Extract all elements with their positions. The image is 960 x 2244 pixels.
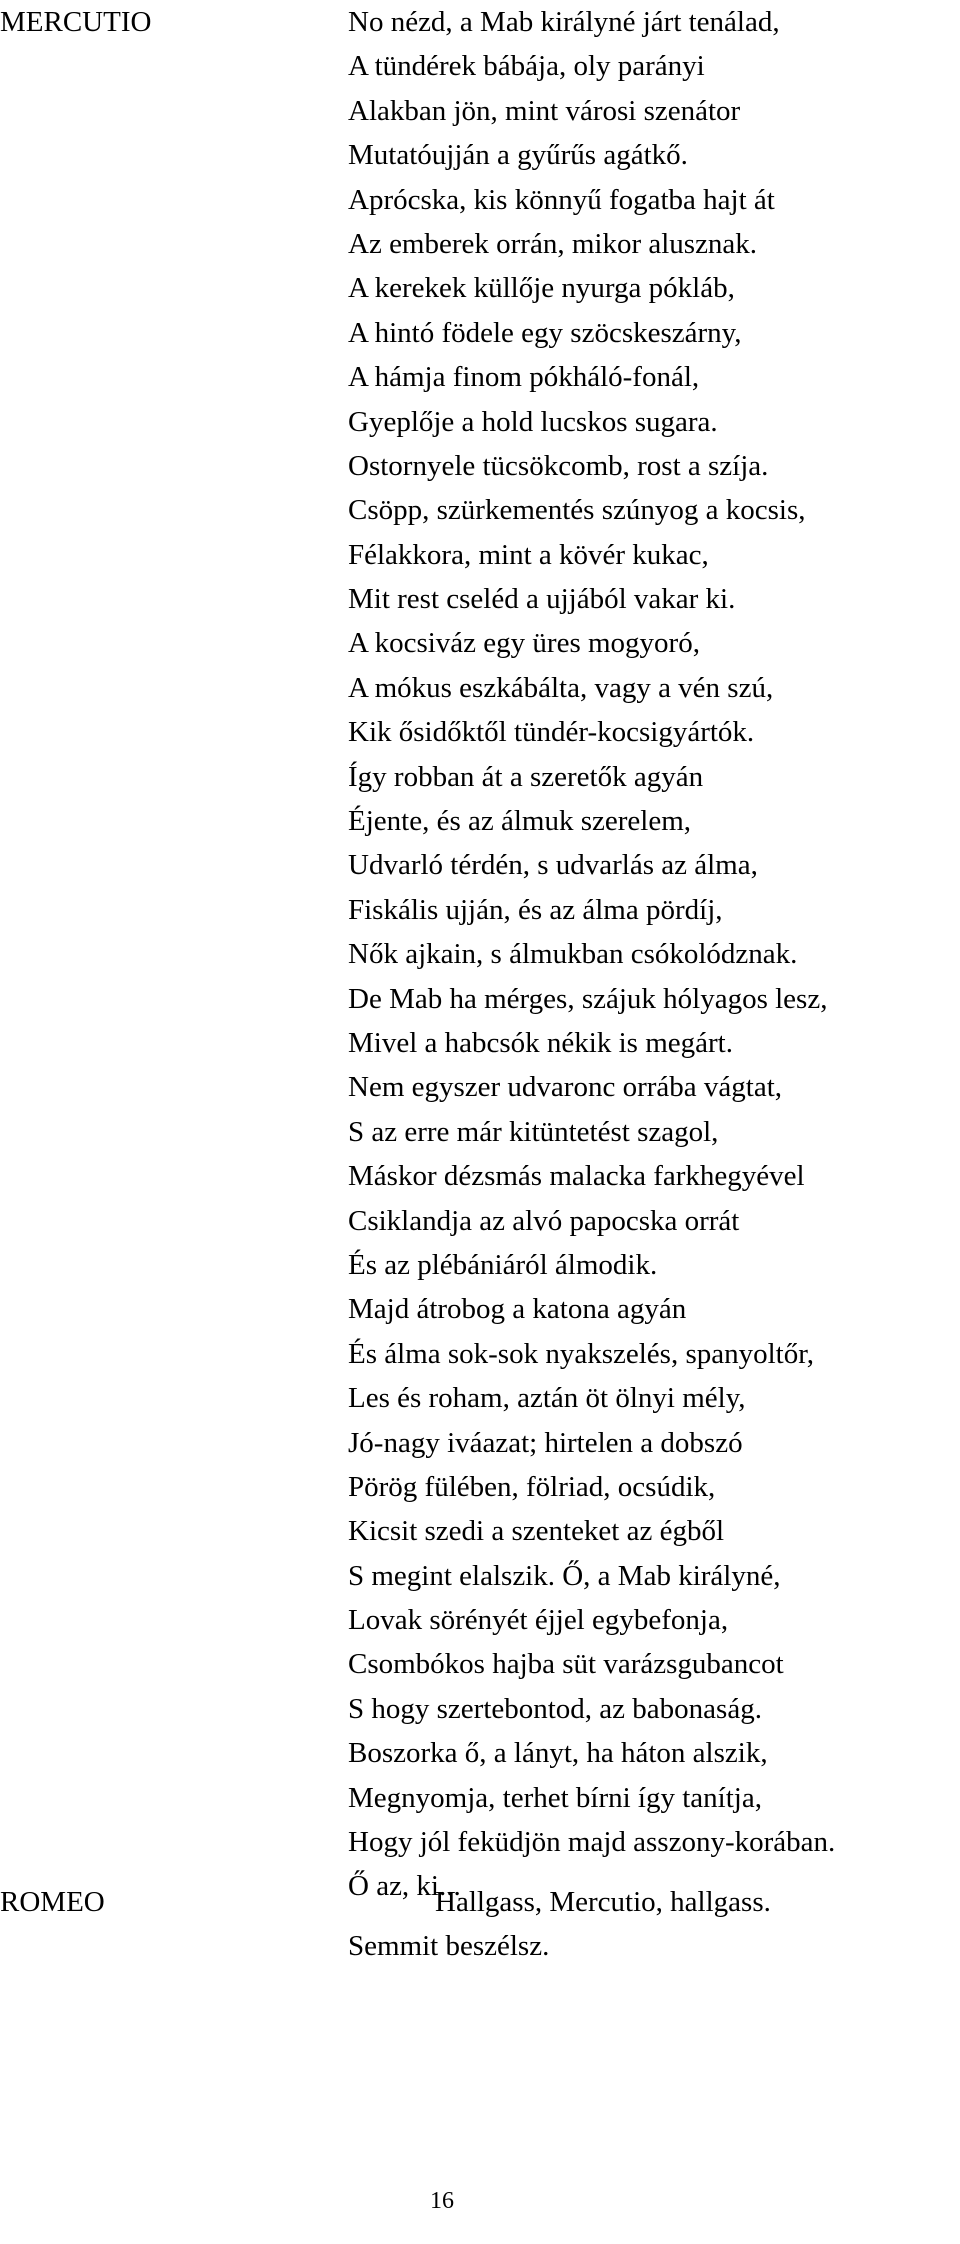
verse-line: No nézd, a Mab királyné járt tenálad,: [348, 6, 780, 38]
verse-line: Hogy jól feküdjön majd asszony-korában.: [348, 1826, 836, 1859]
verse-line: S az erre már kitüntetést szagol,: [348, 1115, 719, 1148]
verse-line: S hogy szertebontod, az babonaság.: [348, 1692, 762, 1725]
verse-line: Fiskális ujján, és az álma pördíj,: [348, 893, 723, 926]
verse-line: Csöpp, szürkementés szúnyog a kocsis,: [348, 494, 806, 527]
verse-line: Hallgass, Mercutio, hallgass.: [435, 1886, 771, 1918]
verse-line: A tündérek bábája, oly parányi: [348, 50, 705, 83]
verse-line: A kerekek küllője nyurga pókláb,: [348, 272, 735, 305]
verse-line: Kik ősidőktől tündér-kocsigyártók.: [348, 716, 755, 749]
verse-line: Csombókos hajba süt varázsgubancot: [348, 1648, 784, 1681]
verse-line: A mókus eszkábálta, vagy a vén szú,: [348, 671, 774, 704]
verse-line: És álma sok-sok nyakszelés, spanyoltőr,: [348, 1337, 814, 1370]
verse-line: A kocsiváz egy üres mogyoró,: [348, 627, 700, 660]
speaker-name: ROMEO: [0, 1886, 105, 1918]
verse-line: Mit rest cseléd a ujjából vakar ki.: [348, 583, 736, 616]
verse-line: Megnyomja, terhet bírni így tanítja,: [348, 1781, 762, 1814]
verse-line: Ostornyele tücsökcomb, rost a szíja.: [348, 449, 769, 482]
verse-line: Az emberek orrán, mikor alusznak.: [348, 227, 758, 260]
verse-line: Nők ajkain, s álmukban csókolódznak.: [348, 938, 798, 971]
verse-line: Udvarló térdén, s udvarlás az álma,: [348, 849, 758, 882]
verse-line: Semmit beszélsz.: [348, 1930, 550, 1963]
verse-line: Mutatóujján a gyűrűs agátkő.: [348, 139, 688, 172]
verse-line: Máskor dézsmás malacka farkhegyével: [348, 1160, 805, 1193]
verse-line: Éjente, és az álmuk szerelem,: [348, 805, 692, 838]
speech-block: [348, 0, 958, 1909]
verse-line: Alakban jön, mint városi szenátor: [348, 94, 741, 127]
verse-line: Boszorka ő, a lányt, ha háton alszik,: [348, 1737, 768, 1770]
verse-line: Csiklandja az alvó papocska orrát: [348, 1204, 740, 1237]
verse-line: Ő az, ki...: [348, 1870, 461, 1903]
verse-line: Jó-nagy iváazat; hirtelen a dobszó: [348, 1426, 743, 1459]
verse-line: Majd átrobog a katona agyán: [348, 1293, 687, 1326]
verse-line: A hámja finom pókháló-fonál,: [348, 361, 700, 394]
speaker-name: MERCUTIO: [0, 6, 152, 38]
verse-line: S megint elalszik. Ő, a Mab királyné,: [348, 1559, 781, 1592]
verse-line: De Mab ha mérges, szájuk hólyagos lesz,: [348, 982, 828, 1015]
verse-line: Kicsit szedi a szenteket az égből: [348, 1515, 725, 1548]
verse-line: Így robban át a szeretők agyán: [348, 760, 704, 793]
verse-line: Gyeplője a hold lucskos sugara.: [348, 405, 718, 438]
verse-line: Pörög fülében, fölriad, ocsúdik,: [348, 1470, 716, 1503]
verse-line: A hintó födele egy szöcskeszárny,: [348, 316, 742, 349]
verse-line: Lovak sörényét éjjel egybefonja,: [348, 1604, 729, 1637]
speech-block: [348, 1880, 958, 1969]
verse-line: Félakkora, mint a kövér kukac,: [348, 538, 709, 571]
page-number: 16: [430, 2188, 454, 2214]
verse-line: Les és roham, aztán öt ölnyi mély,: [348, 1382, 746, 1415]
verse-line: Nem egyszer udvaronc orrába vágtat,: [348, 1071, 782, 1104]
verse-line: Aprócska, kis könnyű fogatba hajt át: [348, 183, 775, 216]
verse-line: És az plébániáról álmodik.: [348, 1248, 658, 1281]
verse-line: Mivel a habcsók nékik is megárt.: [348, 1026, 733, 1059]
